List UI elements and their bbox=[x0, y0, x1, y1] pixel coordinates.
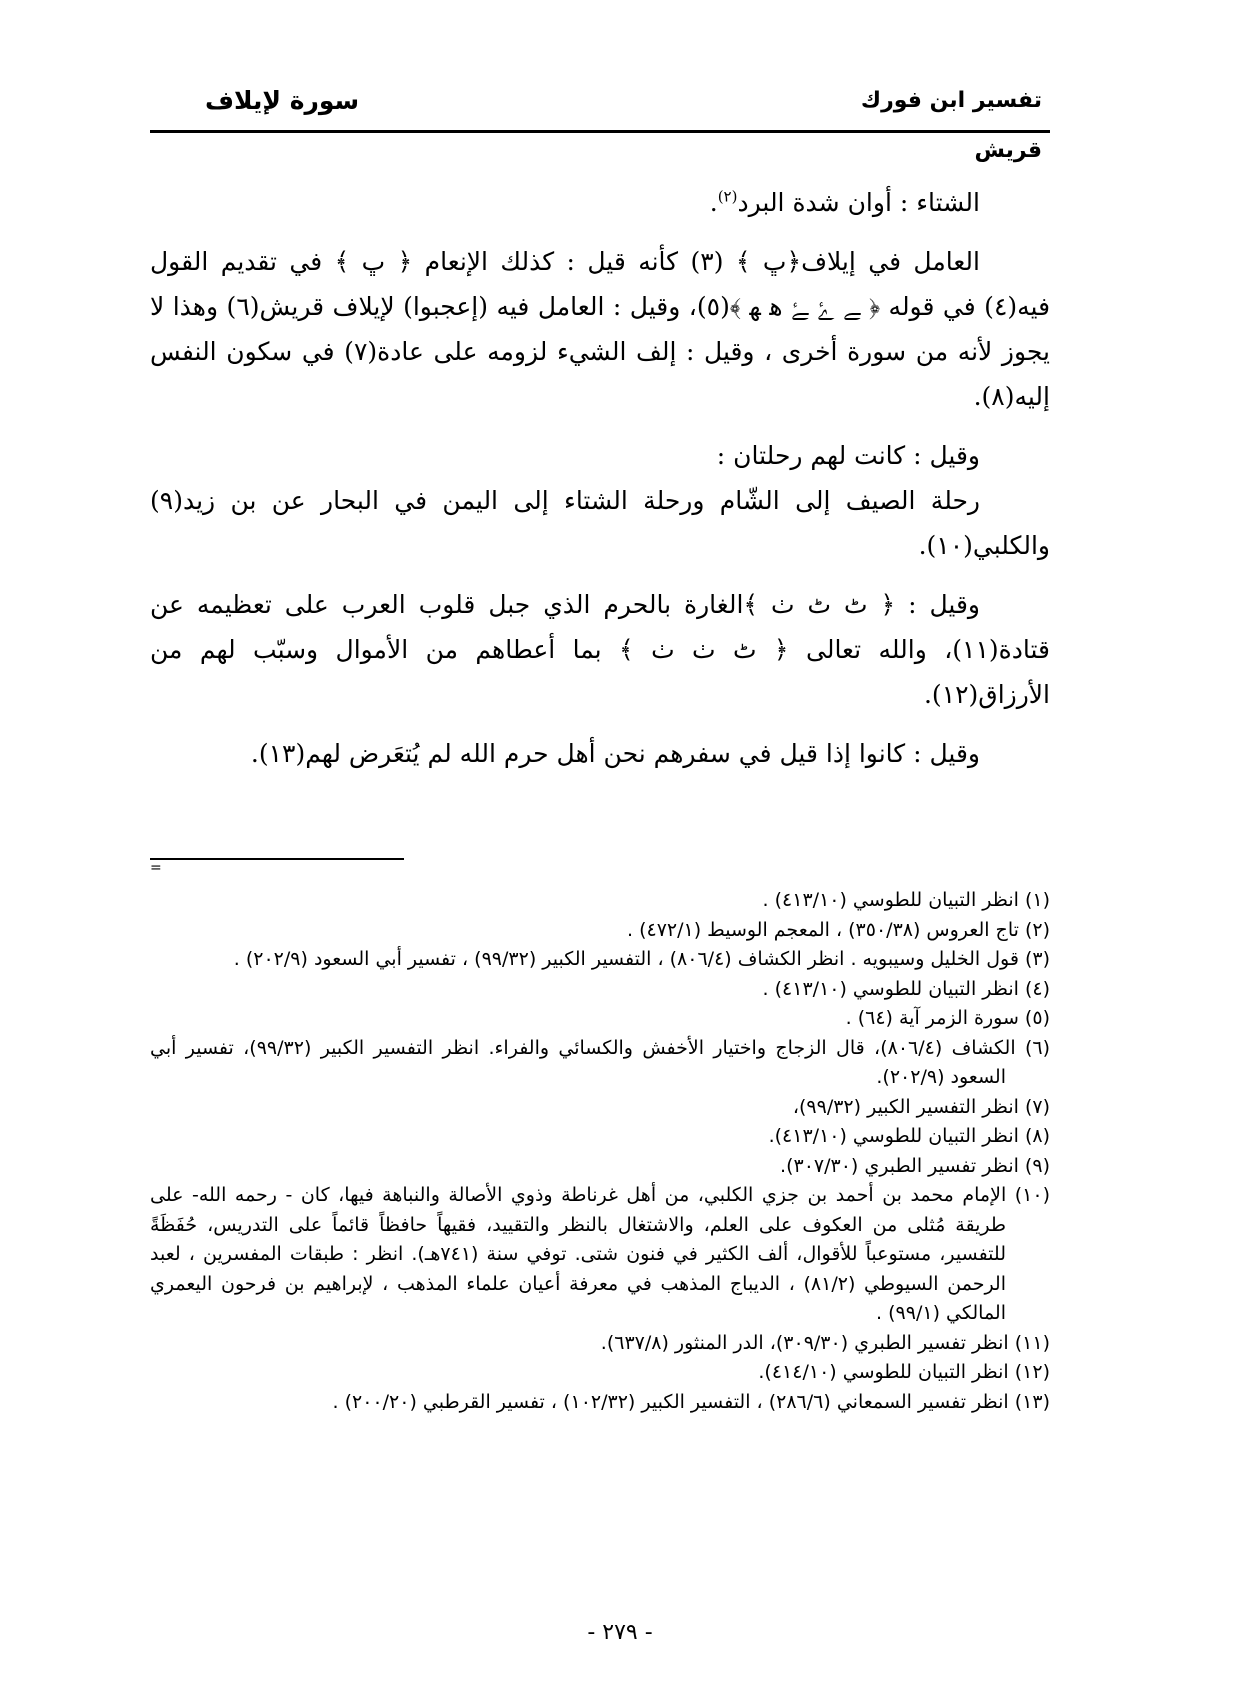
paragraph bbox=[150, 180, 1050, 225]
paragraph-end: . bbox=[709, 188, 718, 217]
separator-mark: = bbox=[150, 860, 162, 876]
surah-title: سورة لإيلاف bbox=[205, 86, 360, 115]
paragraph: وقيل : كانوا إذا قيل في سفرهم نحن أهل حرم الله لم يُتعَرض لهم(١٣). bbox=[250, 739, 980, 768]
book-title: تفسير ابن فورك bbox=[860, 88, 1042, 113]
page-number: - ٢٧٩ - bbox=[587, 1620, 653, 1645]
footnote: (١٠) الإمام محمد بن أحمد بن جزي الكلبي، من أهل غرناطة وذوي الأصالة والنباهة فيها، كان - رحمه الله- على طريقة مُثلى من العكوف على العلم، والاشتغال بالنظر والتقييد، فقيهاً حافظاً قائماً على التدريس، حُفَظَةً للتفسير، مستوعباً للأقوال، ألف الكثير في فنون شتى. توفي سنة (٧٤١هـ). انظر : طبقات المفسرين ، لعبد الرحمن السيوطي (٨١/٢) ، الديباج المذهب في معرفة أعيان علماء المذهب ، لإبراهيم بن فرحون اليعمري المالكي (٩٩/١) . bbox=[150, 1184, 1050, 1324]
footnote: (١) انظر التبيان للطوسي (٤١٣/١٠) . bbox=[762, 889, 1050, 911]
footnote: (٩) انظر تفسير الطبري (٣٠٧/٣٠). bbox=[780, 1154, 1050, 1177]
footnote: (٣) قول الخليل وسيبويه . انظر الكشاف (٨٠٦/٤) ، التفسير الكبير (٩٩/٣٢) ، تفسير أبي السعود (٢٠٢/٩) . bbox=[233, 948, 1050, 970]
paragraph: العامل في إيلاف﴿ڀ ﴾ (٣) كأنه قيل : كذلك الإنعام ﴿ ڀ ﴾ في تقديم القول فيه(٤) في قوله ﴿ ﮯ ﮰ ﮱ ﮬ ﮭ ﴾(٥)، وقيل : العامل فيه (إعجبوا) لإيلاف قريش(٦) وهذا لا يجوز لأنه من سورة أخرى ، وقيل : إلف الشيء لزومه على عادة(٧) في سكون النفس إليه(٨). bbox=[150, 247, 1051, 411]
page-header bbox=[150, 82, 1050, 133]
footnote: (١١) انظر تفسير الطبري (٣٠٩/٣٠)، الدر المنثور (٦٣٧/٨). bbox=[600, 1331, 1050, 1354]
footnote: (٧) انظر التفسير الكبير (٩٩/٣٢)، bbox=[792, 1095, 1050, 1118]
footnote: (٦) الكشاف (٨٠٦/٤)، قال الزجاج واختيار الأخفش والكسائي والفراء. انظر التفسير الكبير (٩٩/٣٢)، تفسير أبي السعود (٢٠٢/٩). bbox=[150, 1036, 1050, 1088]
footnote: (١٢) انظر التبيان للطوسي (٤١٤/١٠). bbox=[758, 1361, 1050, 1383]
continued-word: قريش bbox=[974, 138, 1042, 163]
footnote: (٥) سورة الزمر آية (٦٤) . bbox=[845, 1007, 1050, 1029]
paragraph-text: الشتاء : أوان شدة البرد bbox=[737, 188, 980, 217]
paragraph: رحلة الصيف إلى الشّام ورحلة الشتاء إلى اليمن في البحار عن بن زيد(٩) والكلبي(١٠). bbox=[150, 486, 1050, 560]
main-text bbox=[150, 180, 1050, 776]
footnotes bbox=[150, 886, 1050, 1417]
footnote: (٤) انظر التبيان للطوسي (٤١٣/١٠) . bbox=[762, 977, 1050, 1000]
footnote-ref: (٢) bbox=[717, 187, 738, 206]
footnote: (١٣) انظر تفسير السمعاني (٢٨٦/٦) ، التفسير الكبير (١٠٢/٣٢) ، تفسير القرطبي (٢٠٠/٢٠) . bbox=[332, 1390, 1050, 1413]
footnote: (٨) انظر التبيان للطوسي (٤١٣/١٠). bbox=[768, 1125, 1050, 1147]
paragraph: وقيل : كانت لهم رحلتان : bbox=[716, 441, 980, 470]
footnote-separator bbox=[150, 858, 404, 860]
paragraph: وقيل : ﴿ ٹ ٹ ٺ ﴾الغارة بالحرم الذي جبل قلوب العرب على تعظيمه عن قتادة(١١)، والله تعالى ﴿ ٹ ٺ ٺ ﴾ بما أعطاهم من الأموال وسبّب لهم من الأرزاق(١٢). bbox=[150, 590, 1050, 709]
footnote: (٢) تاج العروس (٣٥٠/٣٨) ، المعجم الوسيط (٤٧٢/١) . bbox=[626, 918, 1050, 941]
